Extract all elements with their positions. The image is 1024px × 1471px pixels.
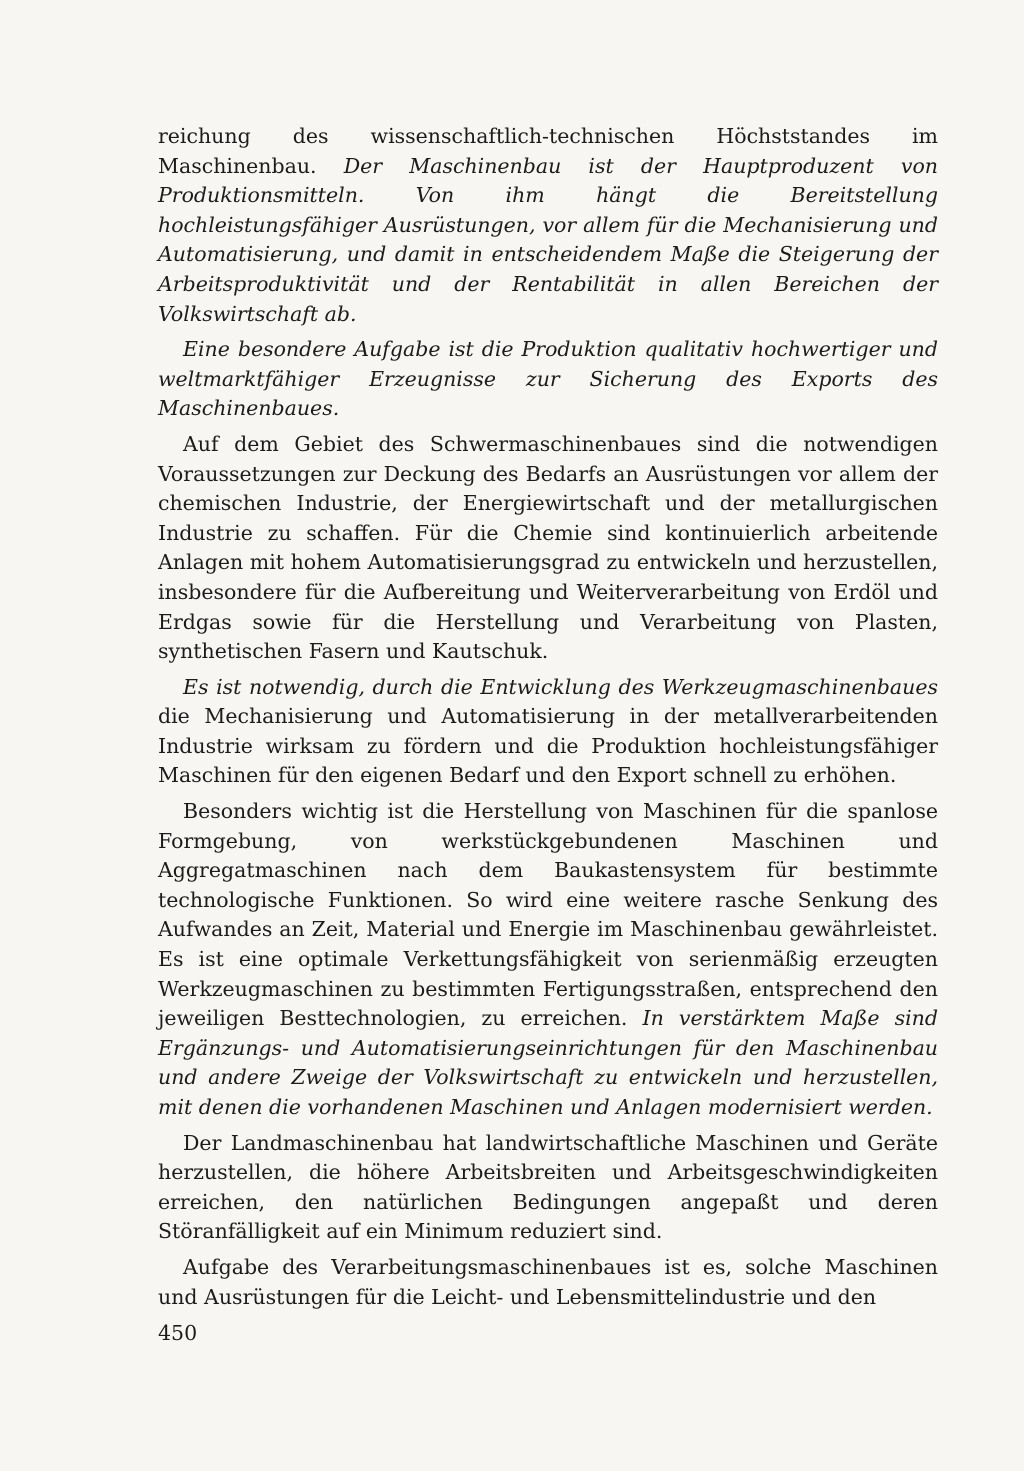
paragraph-6-text-a: Der Landmaschinenbau hat landwirtschaftliche Maschinen und Geräte herzustellen, die höhere Arbeitsbreiten und Arbeitsgeschwindigkeiten erreichen, den natürlichen Bedingungen angepaßt und deren Störanfälligkeit auf ein Minimum reduziert sind. xyxy=(158,1130,938,1244)
paragraph-1-text-b: Der Maschinenbau ist der Hauptproduzent von Produktionsmitteln. Von ihm hängt die Bereitstellung hochleistungsfähiger Ausrüstungen, vor allem für die Mechanisierung und Automatisierung, und damit in entscheidendem Maße die Steigerung der Arbeitsproduktivität und der Rentabilität in allen Bereichen der Volkswirtschaft ab. xyxy=(158,153,938,326)
paragraph-4-text-b: die Mechanisierung und Automatisierung in der metallverarbeitenden Industrie wirksam zu fördern und die Produktion hochleistungsfähiger Maschinen für den eigenen Bedarf und den Export schnell zu erhöhen. xyxy=(158,704,938,788)
paragraph-4 xyxy=(158,673,938,791)
paragraph-5 xyxy=(158,797,938,1123)
paragraph-4-text-a: Es ist notwendig, durch die Entwicklung des Werkzeugmaschinenbaues xyxy=(183,674,938,699)
page-number: 450 xyxy=(158,1321,198,1345)
paragraph-5-text-a: Besonders wichtig ist die Herstellung von Maschinen für die spanlose Formgebung, von werkstückgebundenen Maschinen und Aggregatmaschinen nach dem Baukastensystem für bestimmte technologische Funktionen. So wird eine weitere rasche Senkung des Aufwandes an Zeit, Material und Energie im Maschinenbau gewährleistet. Es ist eine optimale Verkettungsfähigkeit von serienmäßig erzeugten Werkzeugmaschinen zu bestimmten Fertigungsstraßen, entsprechend den jeweiligen Besttechnologien, zu erreichen. xyxy=(158,799,938,1031)
paragraph-7-text-a: Aufgabe des Verarbeitungsmaschinenbaues ist es, solche Maschinen und Ausrüstungen für die Leicht- und Lebensmittelindustrie und den xyxy=(158,1254,938,1309)
paragraph-1-text-a: reichung des wissenschaftlich-technischen Höchststandes im Maschinenbau. xyxy=(158,124,938,178)
paragraph-1 xyxy=(158,122,938,329)
paragraph-6 xyxy=(158,1129,938,1247)
paragraph-3-text-a: Auf dem Gebiet des Schwermaschinenbaues sind die notwendigen Voraussetzungen zur Deckung des Bedarfs an Ausrüstungen vor allem der chemischen Industrie, der Energiewirtschaft und der metallurgischen Industrie zu schaffen. Für die Chemie sind kontinuierlich arbeitende Anlagen mit hohem Automatisierungsgrad zu entwickeln und herzustellen, insbesondere für die Aufbereitung und Weiterverarbeitung von Erdöl und Erdgas sowie für die Herstellung und Verarbeitung von Plasten, synthetischen Fasern und Kautschuk. xyxy=(158,431,938,664)
paragraph-5-text-b: In verstärktem Maße sind Ergänzungs- und Automatisierungseinrichtungen für den Maschinenbau und andere Zweige der Volkswirtschaft zu entwickeln und herzustellen, mit denen die vorhandenen Maschinen und Anlagen modernisiert werden. xyxy=(158,1006,938,1119)
paragraph-2-text-a: Eine besondere Aufgabe ist die Produktion qualitativ hochwertiger und weltmarktfähiger Erzeugnisse zur Sicherung des Exports des Maschinenbaues. xyxy=(158,337,938,421)
paragraph-2 xyxy=(158,335,938,424)
paragraph-7 xyxy=(158,1253,938,1312)
page-body xyxy=(158,122,938,1318)
paragraph-3 xyxy=(158,430,938,667)
